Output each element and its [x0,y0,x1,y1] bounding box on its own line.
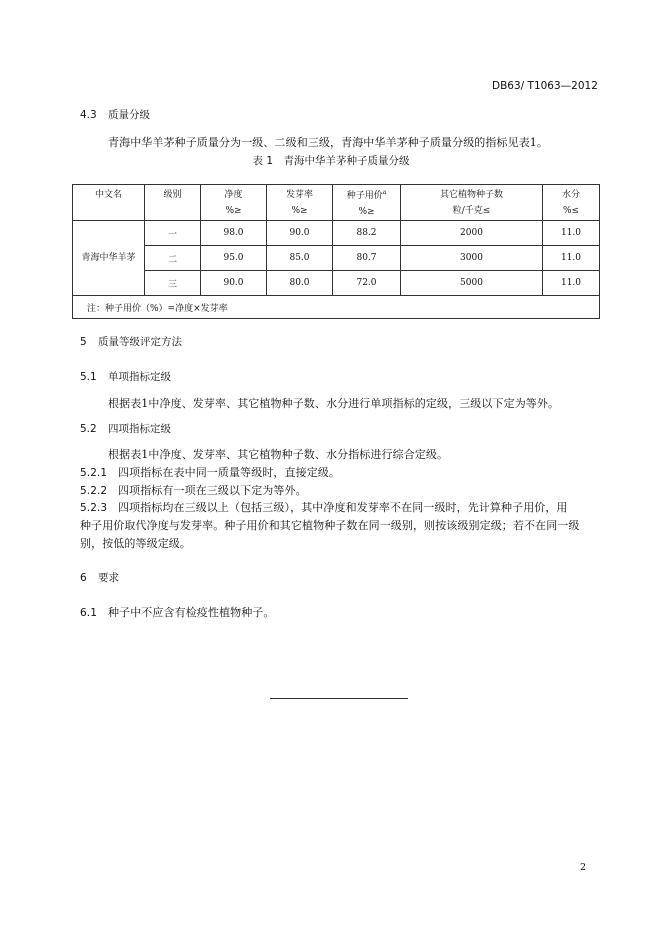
other-seeds-cell: 5000 [401,271,543,296]
clause-5-2-3-line3: 别，按低的等级定级。 [80,537,191,550]
section-number: 5 [80,336,87,348]
header-germination: 发芽率 %≥ [267,185,333,221]
moisture-cell: 11.0 [543,271,600,296]
clause-5-2-3-line2: 种子用价取代净度与发芽率。种子用价和其它植物种子数在同一级别，则按该级别定级；若不在同一级 [80,519,580,532]
section-5-2-heading [80,421,171,436]
header-moisture: 水分 %≤ [543,185,600,221]
grade-cell: 三 [145,271,201,296]
table-row [73,221,600,246]
document-code: DB63/ T1063—2012 [492,80,598,92]
section-number: 5.2 [80,423,97,435]
section-4-3-heading [80,107,150,122]
header-chinese-name: 中文名 [73,185,145,221]
section-5-2-paragraph: 根据表1中净度、发芽率、其它植物种子数、水分指标进行综合定级。 [108,448,449,461]
section-5-1-heading [80,369,171,384]
table-row [73,246,600,271]
header-grade: 级别 [145,185,201,221]
grade-cell: 一 [145,221,201,246]
section-title: 要求 [98,572,119,584]
seed-value-cell: 72.0 [333,271,401,296]
table-row [73,271,600,296]
quality-grade-table [72,184,600,319]
seed-value-cell: 88.2 [333,221,401,246]
section-number: 6 [80,572,87,584]
header-purity: 净度 %≥ [201,185,267,221]
germination-cell: 85.0 [267,246,333,271]
table-note-row [73,296,600,319]
section-5-heading [80,334,182,349]
section-title: 四项指标定级 [108,423,171,435]
germination-cell: 90.0 [267,221,333,246]
purity-cell: 90.0 [201,271,267,296]
other-seeds-cell: 3000 [401,246,543,271]
table-note: 注：种子用价（%）=净度×发芽率 [73,296,600,319]
grade-cell: 二 [145,246,201,271]
header-other-seeds: 其它植物种子数 粒/千克≤ [401,185,543,221]
clause-5-2-3: 5.2.3 四项指标均在三级以上（包括三级），其中净度和发芽率不在同一级时，先计算种子用价，用 [80,501,568,514]
table-caption: 表 1 青海中华羊茅种子质量分级 [252,155,410,167]
germination-cell: 80.0 [267,271,333,296]
moisture-cell: 11.0 [543,221,600,246]
moisture-cell: 11.0 [543,246,600,271]
section-title: 单项指标定级 [108,371,171,383]
purity-cell: 98.0 [201,221,267,246]
header-seed-value: 种子用价$^a$ %≥ [333,185,401,221]
section-number: 5.1 [80,371,97,383]
end-rule [270,698,408,699]
section-title: 质量分级 [108,109,150,121]
section-5-1-paragraph: 根据表1中净度、发芽率、其它植物种子数、水分进行单项指标的定级，三级以下定为等外。 [108,397,560,410]
purity-cell: 95.0 [201,246,267,271]
seed-value-cell: 80.7 [333,246,401,271]
section-title: 质量等级评定方法 [98,336,182,348]
clause-6-1: 6.1 种子中不应含有检疫性植物种子。 [80,606,275,619]
species-name-cell: 青海中华羊茅 [73,221,145,296]
section-6-heading [80,570,119,585]
section-number: 4.3 [80,109,97,121]
page-number: 2 [580,862,587,873]
section-4-3-paragraph: 青海中华羊茅种子质量分为一级、二级和三级，青海中华羊茅种子质量分级的指标见表1。 [108,136,548,149]
other-seeds-cell: 2000 [401,221,543,246]
table-header-row [73,185,600,221]
clause-5-2-2: 5.2.2 四项指标有一项在三级以下定为等外。 [80,484,307,497]
clause-5-2-1: 5.2.1 四项指标在表中同一质量等级时，直接定级。 [80,466,340,479]
